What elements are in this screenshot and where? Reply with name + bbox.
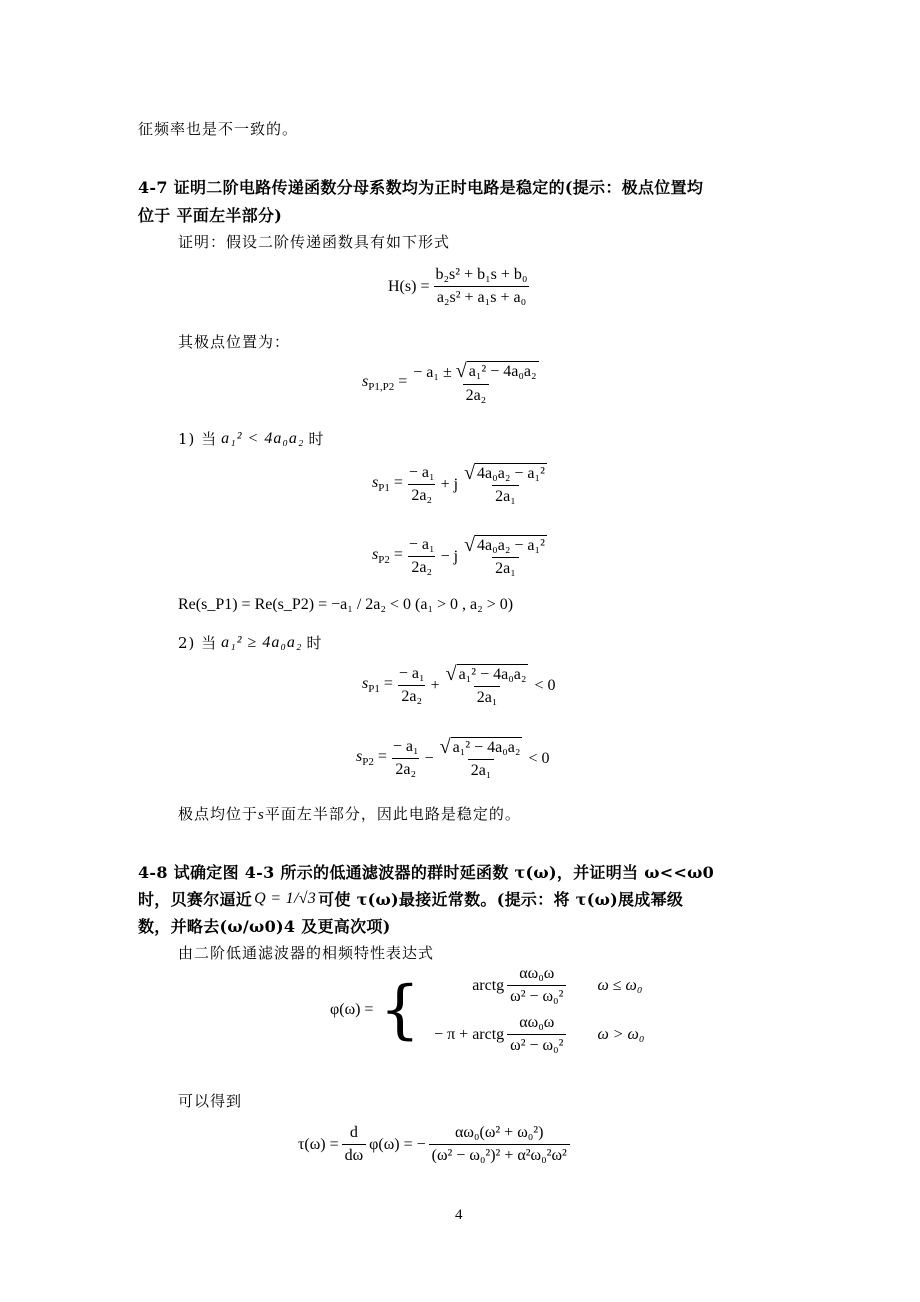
c1-sp1-f1-den: 2a₂ xyxy=(408,484,435,505)
tau-numerator: αω₀(ω² + ω₀²) xyxy=(455,1124,544,1141)
eq-case1-sp1: $s_{P1}$ = $\frac{\text{− a₁}}{\text{2a₂}}$ + j √ 4a₀a₂ − a₁² 2a₁ xyxy=(372,462,545,505)
phi-r1-num: αω₀ω xyxy=(519,965,555,982)
c2-sp2-op: − xyxy=(424,749,434,767)
eq-p-num-pre: − a₁ ± xyxy=(413,364,452,381)
c2-sp1-radicand: a₁² − 4a₀a₂ xyxy=(458,666,527,683)
phi-r1-pre: arctg xyxy=(472,976,505,994)
phi-r2-num: αω₀ω xyxy=(519,1014,555,1031)
tau-mid: φ(ω) = − xyxy=(369,1135,426,1153)
q48-heading-line2 xyxy=(138,887,683,910)
q47-heading-line1: 4-7 证明二阶电路传递函数分母系数均为正时电路是稳定的(提示：极点位置均 xyxy=(138,178,704,197)
case1-condition: a₁² < 4a₀a₂ xyxy=(221,429,305,447)
c2-sp2-f2-den: 2a₁ xyxy=(468,759,495,780)
phi-r1-cond: ω ≤ ω₀ xyxy=(597,976,643,994)
c2-sp2-tail: < 0 xyxy=(528,749,550,767)
tau-denominator: (ω² − ω₀²)² + α²ω₀²ω² xyxy=(429,1144,570,1165)
c1-sp1-sub: P1 xyxy=(378,482,390,495)
c1-sp1-radicand: 4a₀a₂ − a₁² xyxy=(477,465,545,482)
eq-h-lhs: H(s) = xyxy=(388,277,430,295)
phi-r1-den: ω² − ω₀² xyxy=(507,985,566,1006)
c1-sp2-f1-den: 2a₂ xyxy=(408,556,435,577)
case2-label: 2) 当 xyxy=(178,634,218,652)
eq-h-denominator: a₂s² + a₁s + a₀ xyxy=(434,286,529,307)
c1-sp2-f2-den: 2a₁ xyxy=(492,557,519,578)
case1-label: 1) 当 xyxy=(178,430,218,448)
case2-line xyxy=(178,632,322,653)
phi-r2-den: ω² − ω₀² xyxy=(507,1034,566,1055)
c2-sp2-lhs: s xyxy=(356,748,363,766)
phi-r2-pre: − π + arctg xyxy=(434,1025,505,1043)
conclusion-s: s xyxy=(258,807,265,823)
c2-sp1-sub: P1 xyxy=(368,683,380,696)
c2-sp1-f1-den: 2a₂ xyxy=(398,685,425,706)
c1-sp1-f2-den: 2a₁ xyxy=(492,485,519,506)
c2-sp1-f1-num: − a₁ xyxy=(398,665,425,682)
eq-pole-positions: $s_{P1,P2}$ = − a₁ ± √ a₁² − 4a₀a₂ 2a₂ xyxy=(362,361,545,405)
case2-suffix: 时 xyxy=(306,634,323,652)
eq-p-lhs: s xyxy=(362,372,369,390)
tau-d-num: d xyxy=(349,1124,358,1141)
c2-sp1-tail: < 0 xyxy=(534,676,556,694)
eq-p-num-radicand: a₁² − 4a₀a₂ xyxy=(468,363,537,380)
eq-h-fraction xyxy=(432,266,530,307)
intro-tail-text: 征频率也是不一致的。 xyxy=(138,120,299,138)
c2-sp1-op: + xyxy=(430,676,440,694)
q48-result-intro: 可以得到 xyxy=(178,1092,243,1110)
eq-transfer-function xyxy=(388,266,534,307)
eq-case2-sp2: $s_{P2}$ = $\frac{\text{− a₁}}{\text{2a₂}}$ − √ a₁² − 4a₀a₂ 2a₁ < 0 xyxy=(356,736,550,779)
tau-lhs: τ(ω) = xyxy=(298,1135,339,1153)
q48-phase-intro: 由二阶低通滤波器的相频特性表达式 xyxy=(178,944,435,962)
eq-case1-sp2: $s_{P2}$ = $\frac{\text{− a₁}}{\text{2a₂}}$ − j √ 4a₀a₂ − a₁² 2a₁ xyxy=(372,534,545,577)
q48-h2-pre: 时，贝赛尔逼近 xyxy=(138,890,253,909)
c1-sp1-lhs: s xyxy=(372,474,379,492)
case1-line xyxy=(178,428,324,449)
eq-p-denominator: 2a₂ xyxy=(463,384,490,405)
q48-heading-line1: 4-8 试确定图 4-3 所示的低通滤波器的群时延函数 τ(ω)，并证明当 ω<<ω0 xyxy=(138,863,715,882)
c1-sp2-sub: P2 xyxy=(378,554,390,567)
eq-p-fraction: − a₁ ± √ a₁² − 4a₀a₂ 2a₂ xyxy=(413,360,537,404)
page-number: 4 xyxy=(455,1207,463,1223)
eq-real-parts: Re(s_P1) = Re(s_P2) = −a₁ / 2a₂ < 0 (a₁ > 0 , a₂ > 0) xyxy=(178,596,514,613)
eq-phase-response: φ(ω) = { arctg $\frac{\text{αω₀ω}}{\text{ω² − ω₀²}}$ ω ≤ ω₀ − π + arctg $\frac{\text{αω₀ω}}{\text{ω² − ω₀²}}$ ω > ω₀ xyxy=(330,965,645,1054)
case1-suffix: 时 xyxy=(308,430,325,448)
phi-lhs: φ(ω) = xyxy=(330,1001,374,1018)
c2-sp2-f1-den: 2a₂ xyxy=(392,758,419,779)
eq-h-numerator: b₂s² + b₁s + b₀ xyxy=(435,266,528,283)
q47-heading-line2: 位于 平面左半部分) xyxy=(138,206,283,225)
c1-sp1-f1-num: − a₁ xyxy=(408,464,435,481)
c1-sp2-f1-num: − a₁ xyxy=(408,536,435,553)
c2-sp2-f1-num: − a₁ xyxy=(392,738,419,755)
q47-proof-intro: 证明：假设二阶传递函数具有如下形式 xyxy=(178,233,451,251)
conclusion-post: 平面左半部分，因此电路是稳定的。 xyxy=(264,805,521,823)
c2-sp1-f2-den: 2a₁ xyxy=(474,686,501,707)
c1-sp2-radicand: 4a₀a₂ − a₁² xyxy=(477,537,545,554)
tau-d-den: dω xyxy=(342,1144,367,1165)
q48-h2-post: 可使 τ(ω)最接近常数。(提示：将 τ(ω)展成幂级 xyxy=(318,890,684,909)
c2-sp1-lhs: s xyxy=(362,675,369,693)
eq-p-sub: P1,P2 xyxy=(368,381,395,394)
q47-pole-intro: 其极点位置为： xyxy=(178,333,291,351)
q47-conclusion xyxy=(178,803,521,824)
q48-heading-line3: 数，并略去(ω/ω0)4 及更高次项) xyxy=(138,917,391,936)
c2-sp2-radicand: a₁² − 4a₀a₂ xyxy=(452,739,521,756)
phi-r2-cond: ω > ω₀ xyxy=(597,1025,645,1043)
conclusion-pre: 极点均位于 xyxy=(178,805,259,823)
eq-group-delay xyxy=(298,1124,573,1165)
case2-condition: a₁² ≥ 4a₀a₂ xyxy=(221,633,303,651)
c1-sp1-op: + j xyxy=(440,475,459,493)
c2-sp2-sub: P2 xyxy=(362,756,374,769)
eq-case2-sp1: $s_{P1}$ = $\frac{\text{− a₁}}{\text{2a₂}}$ + √ a₁² − 4a₀a₂ 2a₁ < 0 xyxy=(362,663,556,706)
c1-sp2-op: − j xyxy=(440,547,459,565)
q48-h2-q: Q = 1/√3 xyxy=(254,889,317,907)
c1-sp2-lhs: s xyxy=(372,546,379,564)
